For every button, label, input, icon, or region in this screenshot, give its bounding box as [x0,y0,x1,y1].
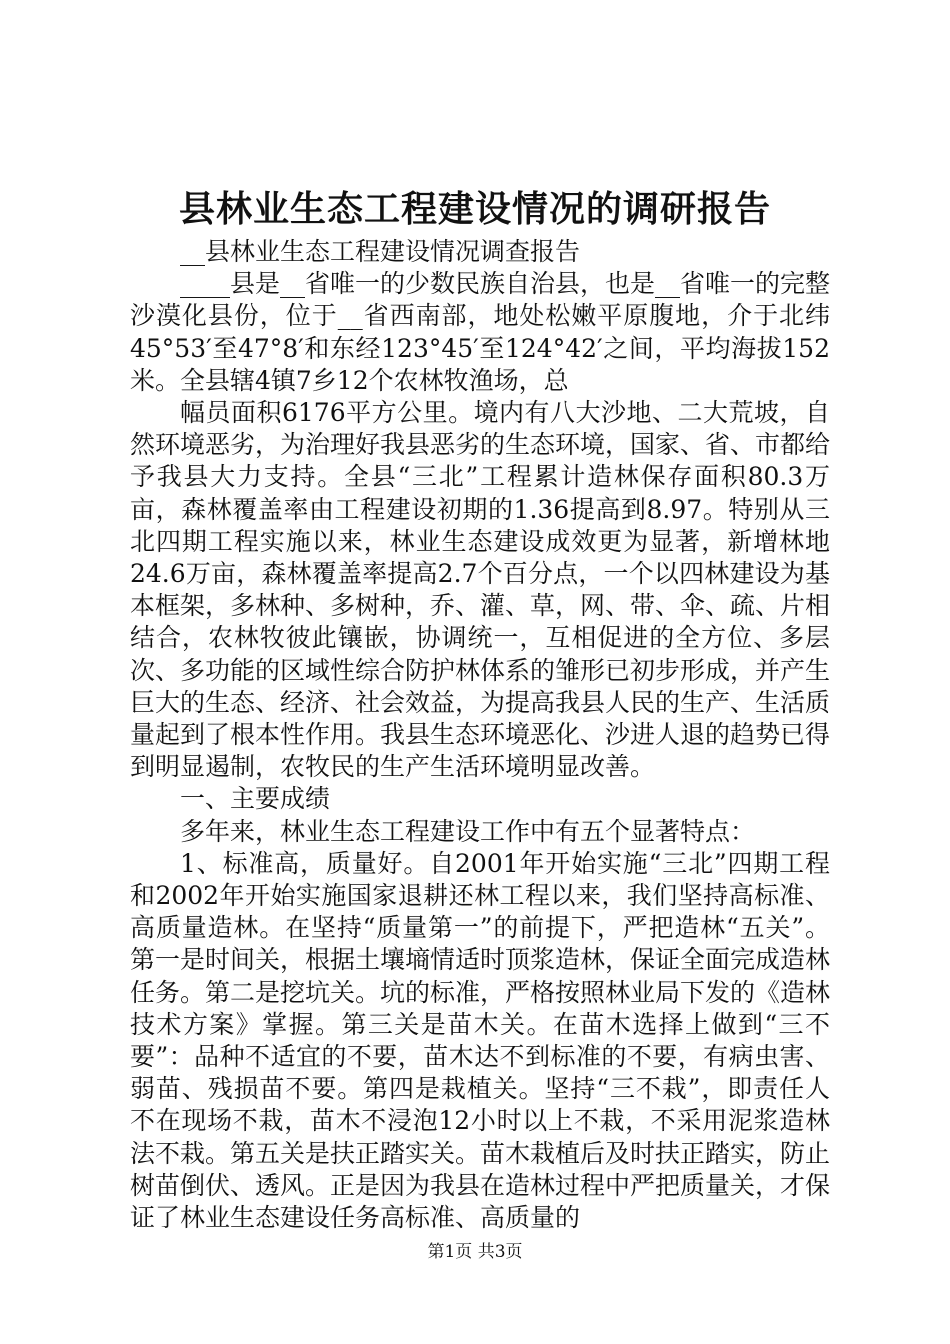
section-heading: 一、主要成绩 [180,784,331,814]
features-intro-paragraph: 多年来，林业生态工程建设工作中有五个显著特点： [180,816,756,846]
document-body [130,236,830,1234]
intro-paragraph: ____县是__省唯一的少数民族自治县，也是__省唯一的完整沙漠化县份，位于__省西南部，地处松嫩平原腹地，介于北纬45°53′至47°8′和东经123°45′至124°42′之间，平均海拔152米。全县辖4镇7乡12个农林牧渔场，总 [130,269,831,395]
overview-paragraph: 幅员面积6176平方公里。境内有八大沙地、二大荒坡，自然环境恶劣，为治理好我县恶劣的生态环境，国家、省、市都给予我县大力支持。全县“三北”工程累计造林保存面积80.3万亩，森林覆盖率由工程建设初期的1.36提高到8.97。特别从三北四期工程实施以来，林业生态建设成效更为显著，新增林地24.6万亩，森林覆盖率提高2.7个百分点，一个以四林建设为基本框架，多林种、多树种，乔、灌、草，网、带、伞、疏、片相结合，农林牧彼此镶嵌，协调统一，互相促进的全方位、多层次、多功能的区域性综合防护林体系的雏形已初步形成，并产生巨大的生态、经济、社会效益，为提高我县人民的生产、生活质量起到了根本性作用。我县生态环境恶化、沙进人退的趋势已得到明显遏制，农牧民的生产生活环境明显改善。 [130,398,831,782]
feature-1-paragraph: 1、标准高，质量好。自2001年开始实施“三北”四期工程和2002年开始实施国家退耕还林工程以来，我们坚持高标准、高质量造林。在坚持“质量第一”的前提下，严把造林“五关”。第一是时间关，根据土壤墒情适时顶浆造林，保证全面完成造林任务。第二是挖坑关。坑的标准，严格按照林业局下发的《造林技术方案》掌握。第三关是苗木关。在苗木选择上做到“三不要”：品种不适宜的不要，苗木达不到标准的不要，有病虫害、弱苗、残损苗不要。第四是栽植关。坚持“三不栽”，即责任人不在现场不栽，苗木不浸泡12小时以上不栽，不采用泥浆造林法不栽。第五关是扶正踏实关。苗木栽植后及时扶正踏实，防止树苗倒伏、透风。正是因为我县在造林过程中严把质量关，才保证了林业生态建设任务高标准、高质量的 [130,848,831,1233]
document-title: 县林业生态工程建设情况的调研报告 [178,188,771,230]
subtitle-paragraph: __县林业生态工程建设情况调查报告 [180,237,581,266]
page-footer: 第1页 共3页 [427,1242,523,1262]
